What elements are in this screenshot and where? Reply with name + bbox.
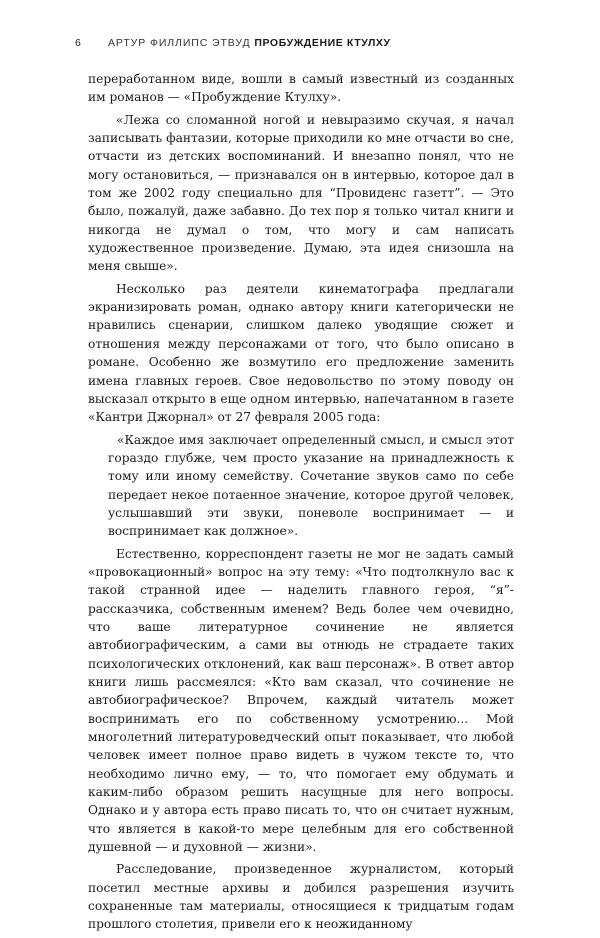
header-author: АРТУР ФИЛЛИПС ЭТВУД bbox=[108, 37, 251, 49]
paragraph: Несколько раз деятели кинематографа предлагали экранизировать роман, однако автору книги категорически не нравились сценарии, слишком далеко уводящие сюжет и отношения между персонажами от того, что было описано в романе. Особенно же возмутило его предложение заменить имена главных героев. Свое недовольство по этому поводу он высказал открыто в еще одном интервью, напечатанном в газете «Кантри Джорнал» от 27 февраля 2005 года: bbox=[88, 281, 514, 425]
paragraph: Естественно, корреспондент газеты не мог не задать самый «провокационный» вопрос на эту тему: «Что подтолкнуло вас к такой странной идее — наделить главного героя, “я”-рассказчика, собственным именем? Ведь более чем очевидно, что ваше литературное сочинение не является автобиографическим, а сами вы отнюдь не страдаете таких психологических отклонений, как ваш персонаж». В ответ автор книги лишь рассмеялся: «Кто вам сказал, что сочинение не автобиографическое? Впрочем, каждый читатель может воспринимать его по собственному усмотрению... Мой многолетний литературоведческий опыт показывает, что любой человек имеет полное право видеть в чужом тексте то, что необходимо лично ему, — то, что помогает ему обдумать и каким-либо образом решить насущные для него вопросы. Однако и у автора есть право писать то, что он считает нужным, что является в какой-то мере целебным для его собственной душевной — и духовной — жизни». bbox=[88, 546, 514, 855]
block-quote: «Каждое имя заключает определенный смысл, и смысл этот гораздо глубже, чем просто указание на принадлежность к тому или иному семейству. Сочетание звуков само по себе передает некое потаенное значение, которое другой человек, услышавший эти звуки, поневоле воспринимает — и воспринимает как должное». bbox=[108, 432, 514, 539]
paragraph-continued: переработанном виде, вошли в самый известный из созданных им романов — «Пробуждение Ктулху». bbox=[88, 72, 514, 105]
header-book-title: ПРОБУЖДЕНИЕ КТУЛХУ bbox=[254, 37, 391, 49]
paragraph: Расследование, произведенное журналистом, который посетил местные архивы и добился разрешения изучить сохраненные там материалы, относящиеся к тридцатым годам прошлого столетия, привели его к неожиданному bbox=[88, 862, 514, 932]
paragraph-quote-interview: «Лежа со сломанной ногой и невыразимо скучая, я начал записывать фантазии, которые приходили ко мне отчасти во сне, отчасти из детских воспоминаний. И внезапно понял, что не могу остановиться, — признавался он в интервью, которое дал в том же 2002 году специально для “Провиденс газетт”. — Это было, пожалуй, даже забавно. До тех пор я только читал книги и никогда не думал о том, что могу и сам написать художественное произведение. Думаю, эта идея снизошла на меня свыше». bbox=[88, 112, 514, 274]
page-number: 6 bbox=[75, 37, 81, 49]
running-header bbox=[75, 37, 528, 49]
body-text bbox=[88, 70, 514, 938]
